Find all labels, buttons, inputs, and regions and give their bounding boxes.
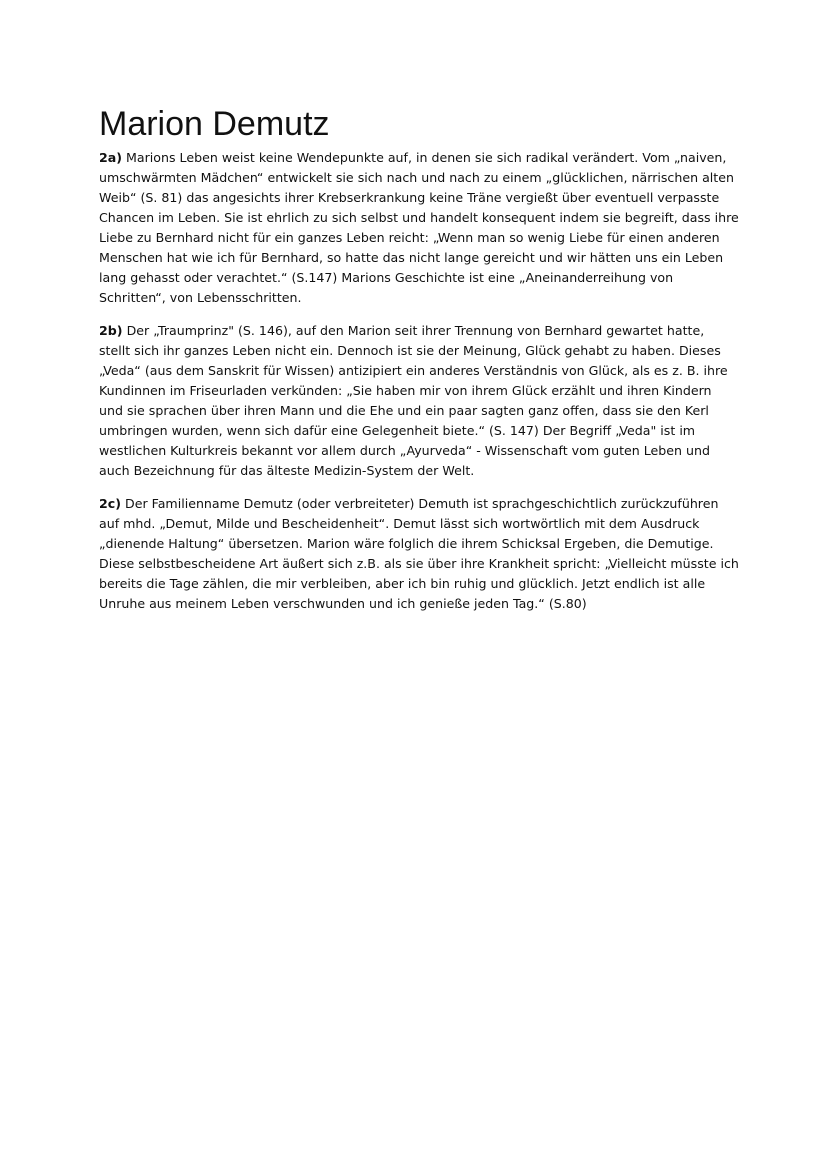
section-2c-text: Der Familienname Demutz (oder verbreiteter) Demuth ist sprachgeschichtlich zurückzuführen auf mhd. „Demut, Milde und Bescheidenheit“. Demut lässt sich wortwörtlich mit dem Ausdruck „dienende Haltung“ übersetzen. Marion wäre folglich die ihrem Schicksal Ergeben, die Demutige. Diese selbstbescheidene Art äußert sich z.B. als sie über ihre Krankheit spricht: „Vielleicht müsste ich bereits die Tage zählen, die mir verbleiben, aber ich bin ruhig und glücklich. Jetzt endlich ist alle Unruhe aus meinem Leben verschwunden und ich genieße jeden Tag.“ (S.80)	[99, 496, 739, 611]
section-2a-text: Marions Leben weist keine Wendepunkte auf, in denen sie sich radikal verändert. Vom „naiven, umschwärmten Mädchen“ entwickelt sie sich nach und nach zu einem „glücklichen, närrischen alten Weib“ (S. 81) das angesichts ihrer Krebserkrankung keine Träne vergießt über eventuell verpasste Chancen im Leben. Sie ist ehrlich zu sich selbst und handelt konsequent indem sie begreift, dass ihre Liebe zu Bernhard nicht für ein ganzes Leben reicht: „Wenn man so wenig Liebe für einen anderen Menschen hat wie ich für Bernhard, so hatte das nicht lange gereicht und wir hätten uns ein Leben lang gehasst oder verachtet.“ (S.147) Marions Geschichte ist eine „Aneinanderreihung von Schritten“, von Lebensschritten.	[99, 150, 739, 305]
page-title: Marion Demutz	[99, 105, 330, 143]
section-2c	[99, 494, 739, 614]
section-2b-text: Der „Traumprinz" (S. 146), auf den Marion seit ihrer Trennung von Bernhard gewartet hatte, stellt sich ihr ganzes Leben nicht ein. Dennoch ist sie der Meinung, Glück gehabt zu haben. Dieses „Veda“ (aus dem Sanskrit für Wissen) antizipiert ein anderes Verständnis von Glück, als es z. B. ihre Kundinnen im Friseurladen verkünden: „Sie haben mir von ihrem Glück erzählt und ihren Kindern und sie sprachen über ihren Mann und die Ehe und ein paar sagten ganz offen, dass sie den Kerl umbringen wurden, wenn sich dafür eine Gelegenheit biete.“ (S. 147) Der Begriff „Veda" ist im westlichen Kulturkreis bekannt vor allem durch „Ayurveda“ - Wissenschaft vom guten Leben und auch Bezeichnung für das älteste Medizin-System der Welt.	[99, 323, 728, 478]
section-2b-label: 2b)	[99, 323, 123, 338]
document-page	[99, 104, 739, 627]
section-2b	[99, 321, 739, 481]
section-2c-label: 2c)	[99, 496, 121, 511]
section-2a-label: 2a)	[99, 150, 123, 165]
section-2a	[99, 148, 739, 308]
